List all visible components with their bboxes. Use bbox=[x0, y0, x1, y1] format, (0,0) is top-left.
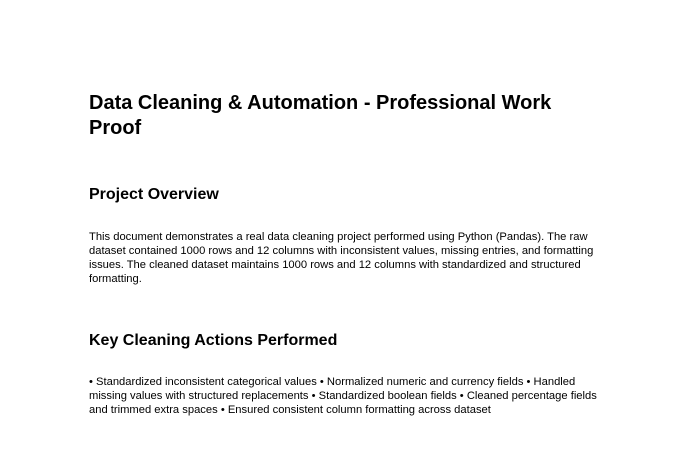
section-body-key-cleaning-actions: • Standardized inconsistent categorical values • Normalized numeric and currency fields • Handled missing values with structured replacements • Standardized boolean fields • Cleaned percentage fields and trimmed extra spaces • Ensured consistent column formatting across dataset bbox=[89, 376, 597, 416]
document-title: Data Cleaning & Automation - Professional Work Proof bbox=[89, 92, 552, 139]
section-heading-project-overview: Project Overview bbox=[89, 186, 219, 203]
section-heading-key-cleaning-actions: Key Cleaning Actions Performed bbox=[89, 332, 338, 349]
section-body-project-overview: This document demonstrates a real data cleaning project performed using Python (Pandas). The raw dataset contained 1000 rows and 12 columns with inconsistent values, missing entries, and formatting issues. The cleaned dataset maintains 1000 rows and 12 columns with standardized and structured formatting. bbox=[89, 231, 594, 285]
